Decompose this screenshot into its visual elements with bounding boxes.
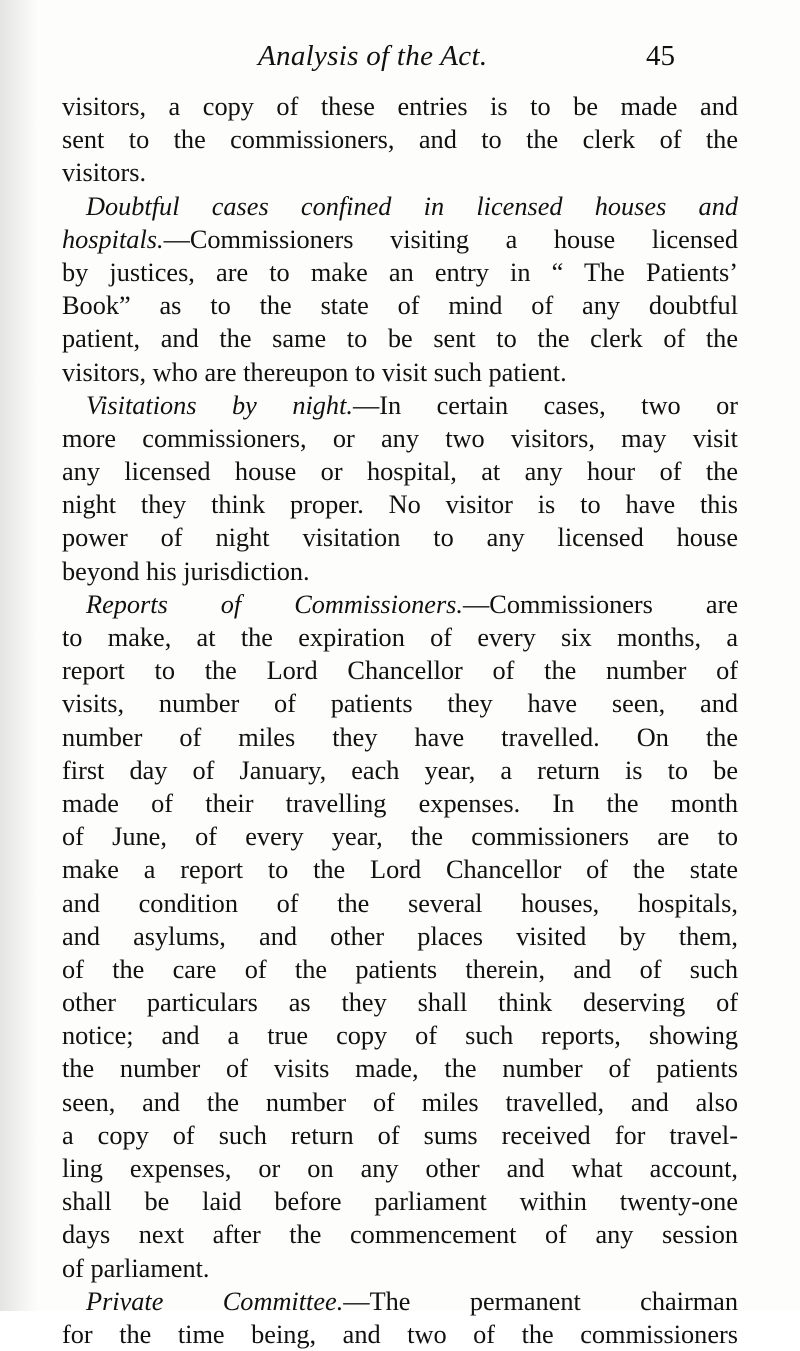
text-line: shall be laid before parliament within twenty-one	[62, 1187, 738, 1217]
text-line: Private Committee.—The permanent chairman	[86, 1286, 739, 1316]
text-line: any licensed house or hospital, at any hour of the	[62, 457, 738, 487]
text-line: for the time being, and two of the commissioners	[62, 1319, 738, 1349]
section-heading: Visitations by night.	[86, 390, 353, 420]
text-line: days next after the commencement of any session	[62, 1220, 738, 1250]
text-line: visitors, a copy of these entries is to be made and	[62, 92, 738, 121]
page-gutter-shadow	[0, 0, 38, 1311]
text-line: Book” as to the state of mind of any doubtful	[62, 291, 738, 321]
text-line: by justices, are to make an entry in “ The Patients’	[62, 257, 738, 287]
text-line: hospitals.—Commissioners visiting a house licensed	[62, 224, 738, 254]
text-line: make a report to the Lord Chancellor of the state	[62, 855, 738, 885]
section-heading: Reports of Commissioners.	[86, 589, 463, 619]
section-heading: hospitals.	[62, 224, 164, 254]
section-heading-line	[62, 190, 738, 223]
text-line: power of night visitation to any licensed house	[62, 523, 738, 553]
text-line: visitors, who are thereupon to visit such patient.	[62, 357, 567, 387]
running-head	[0, 36, 800, 76]
text-line: patient, and the same to be sent to the clerk of the	[62, 324, 738, 354]
section-heading: Private Committee.	[86, 1286, 344, 1316]
text-line: of June, of every year, the commissioners are to	[62, 822, 738, 852]
text-line: visitors.	[62, 158, 147, 188]
text-line: sent to the commissioners, and to the clerk of the	[62, 125, 738, 155]
text-line: ling expenses, or on any other and what account,	[62, 1154, 738, 1183]
page-number: 45	[646, 40, 675, 72]
text-line: and condition of the several houses, hospitals,	[62, 888, 738, 918]
text-line: a copy of such return of sums received for travel-	[62, 1120, 738, 1150]
text-line: other particulars as they shall think deserving of	[62, 988, 738, 1018]
text-line: night they think proper. No visitor is to have this	[62, 490, 738, 520]
text-line: more commissioners, or any two visitors, may visit	[62, 423, 738, 453]
text-line: first day of January, each year, a return is to be	[62, 755, 738, 785]
text-line: report to the Lord Chancellor of the number of	[62, 656, 738, 686]
body-text	[62, 90, 738, 1351]
text-line: of the care of the patients therein, and of such	[62, 954, 738, 984]
text-line: the number of visits made, the number of patients	[62, 1054, 738, 1084]
text-line: to make, at the expiration of every six months, a	[62, 623, 738, 652]
text-line: notice; and a true copy of such reports, showing	[62, 1021, 738, 1051]
running-head-title: Analysis of the Act.	[258, 40, 488, 72]
text-line: seen, and the number of miles travelled, and also	[62, 1087, 738, 1117]
text-line: Reports of Commissioners.—Commissioners are	[86, 589, 738, 619]
text-line: beyond his jurisdiction.	[62, 556, 310, 586]
text-line: number of miles they have travelled. On the	[62, 722, 738, 752]
text-line: made of their travelling expenses. In the month	[62, 788, 738, 818]
section-heading: Doubtful cases confined in licensed houses and	[86, 191, 738, 221]
text-line: and asylums, and other places visited by them,	[62, 921, 738, 951]
text-line: Visitations by night.—In certain cases, two or	[86, 390, 738, 420]
text-line: visits, number of patients they have seen, and	[62, 689, 738, 719]
text-line: of parliament.	[62, 1253, 210, 1283]
